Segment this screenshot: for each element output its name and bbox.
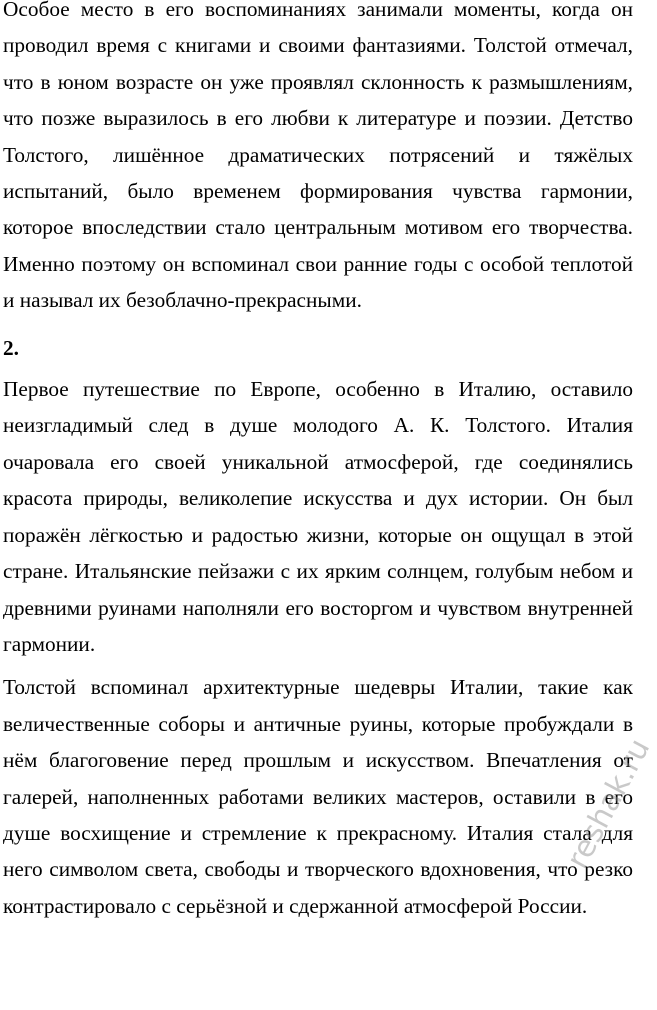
section-number-heading: 2.: [3, 335, 19, 360]
paragraph-italy-memories: Толстой вспоминал архитектурные шедевры Италии, такие как величественные соборы и античные руины, которые пробуждали в нём благоговение перед прошлым и искусством. Впечатления от галерей, наполненных работами великих мастеров, оставили в его душе восхищение и стремление к прекрасному. Италия стала для него символом света, свободы и творческого вдохновения, что резко контрастировало с серьёзной и сдержанной атмосферой России.: [3, 675, 633, 918]
paragraph-childhood: Особое место в его воспоминаниях занимали моменты, когда он проводил время с книгами и своими фантазиями. Толстой отмечал, что в юном возрасте он уже проявлял склонность к размышлениям, что позже выразилось в его любви к литературе и поэзии. Детство Толстого, лишённое драматических потрясений и тяжёлых испытаний, было временем формирования чувства гармонии, которое впоследствии стало центральным мотивом его творчества. Именно поэтому он вспоминал свои ранние годы с особой теплотой и называл их безоблачно-прекрасными.: [3, 0, 633, 313]
paragraph-italy-journey: Первое путешествие по Европе, особенно в Италию, оставило неизгладимый след в душе молодого А. К. Толстого. Италия очаровала его своей уникальной атмосферой, где соединялись красота природы, великолепие искусства и дух истории. Он был поражён лёгкостью и радостью жизни, которые он ощущал в этой стране. Итальянские пейзажи с их ярким солнцем, голубым небом и древними руинами наполняли его восторгом и чувством внутренней гармонии.: [3, 377, 633, 656]
watermark-logo: reshak.ru: [560, 733, 657, 875]
document-page: [3, 0, 633, 924]
